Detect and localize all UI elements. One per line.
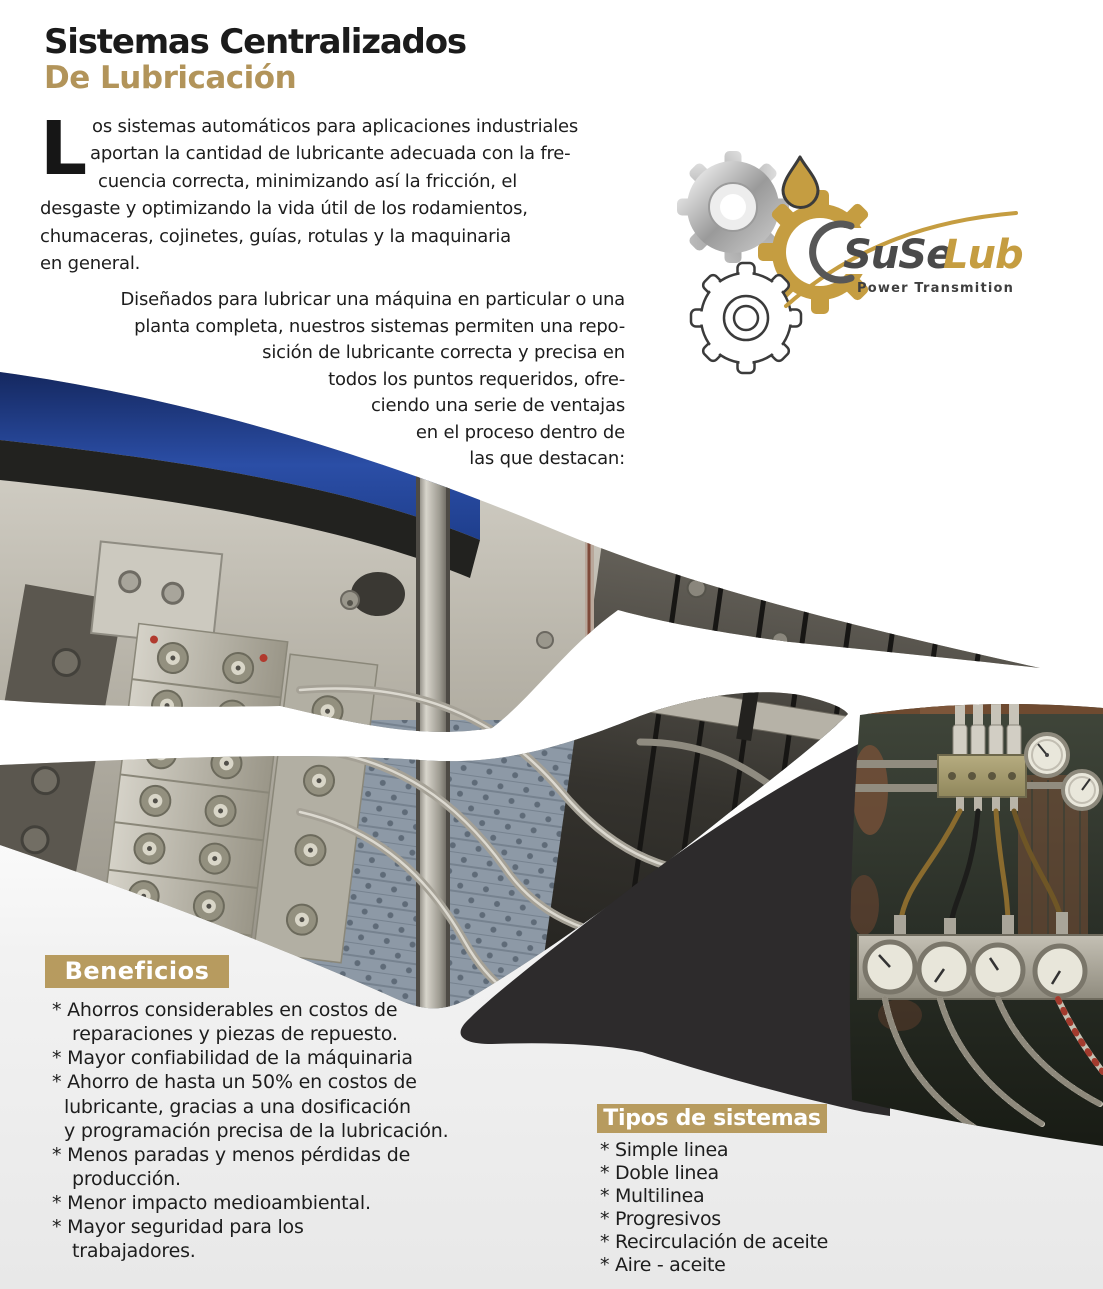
type-item: * Simple linea	[600, 1139, 729, 1161]
type-item: * Progresivos	[600, 1208, 721, 1230]
svg-text:SuSe: SuSe	[843, 232, 953, 278]
benefit-item-wrap: y programación precisa de la lubricación.	[64, 1120, 449, 1142]
oil-drop-icon	[783, 157, 818, 208]
type-item: * Recirculación de aceite	[600, 1231, 829, 1253]
body-line: planta completa, nuestros sistemas permiten una repo-	[134, 315, 625, 337]
benefit-item-wrap: reparaciones y piezas de repuesto.	[72, 1023, 398, 1045]
gauges-photo	[840, 680, 1103, 1160]
benefit-item: * Ahorro de hasta un 50% en costos de	[52, 1071, 417, 1093]
brand-wordmark	[843, 232, 1023, 278]
benefit-item: * Menos paradas y menos pérdidas de	[52, 1144, 411, 1166]
intro-line: aportan la cantidad de lubricante adecuada con la fre-	[90, 143, 571, 164]
benefit-item-wrap: producción.	[72, 1168, 181, 1190]
body-line: todos los puntos requeridos, ofre-	[328, 368, 625, 390]
benefit-item: * Menor impacto medioambiental.	[52, 1192, 371, 1214]
benefits-heading: Beneficios	[45, 955, 229, 988]
benefit-item: * Mayor confiabilidad de la máquinaria	[52, 1047, 413, 1069]
type-item: * Multilinea	[600, 1185, 705, 1207]
intro-line: desgaste y optimizando la vida útil de los rodamientos,	[40, 198, 528, 219]
intro-line: os sistemas automáticos para aplicaciones industriales	[92, 116, 579, 137]
body-line: Diseñados para lubricar una máquina en particular o una	[120, 289, 625, 310]
benefit-item: * Mayor seguridad para los	[52, 1216, 304, 1238]
intro-line: en general.	[40, 253, 141, 274]
body-paragraph	[40, 287, 625, 473]
page-title: Sistemas Centralizados	[44, 22, 466, 62]
body-line: sición de lubricante correcta y precisa en	[262, 342, 625, 363]
benefit-item-wrap: lubricante, gracias a una dosificación	[64, 1096, 411, 1118]
page-subtitle: De Lubricación	[44, 60, 297, 96]
benefit-item-wrap: trabajadores.	[72, 1240, 196, 1262]
brand-tagline: Power Transmition	[857, 281, 1015, 296]
type-item: * Doble linea	[600, 1162, 719, 1184]
types-heading: Tipos de sistemas	[597, 1104, 827, 1133]
benefit-item: * Ahorros considerables en costos de	[52, 999, 398, 1021]
type-item: * Aire - aceite	[600, 1254, 726, 1276]
svg-text:Lub: Lub	[943, 232, 1023, 278]
intro-line: cuencia correcta, minimizando así la fricción, el	[98, 171, 518, 192]
body-line: en el proceso dentro de	[415, 421, 625, 443]
intro-dropcap: L	[40, 106, 88, 192]
brand-logo	[677, 151, 1023, 373]
gear-outline-icon	[691, 263, 801, 373]
body-line: las que destacan:	[469, 448, 625, 469]
body-line: ciendo una serie de ventajas	[370, 395, 625, 416]
intro-line: chumaceras, cojinetes, guías, rotulas y la maquinaria	[40, 226, 511, 247]
